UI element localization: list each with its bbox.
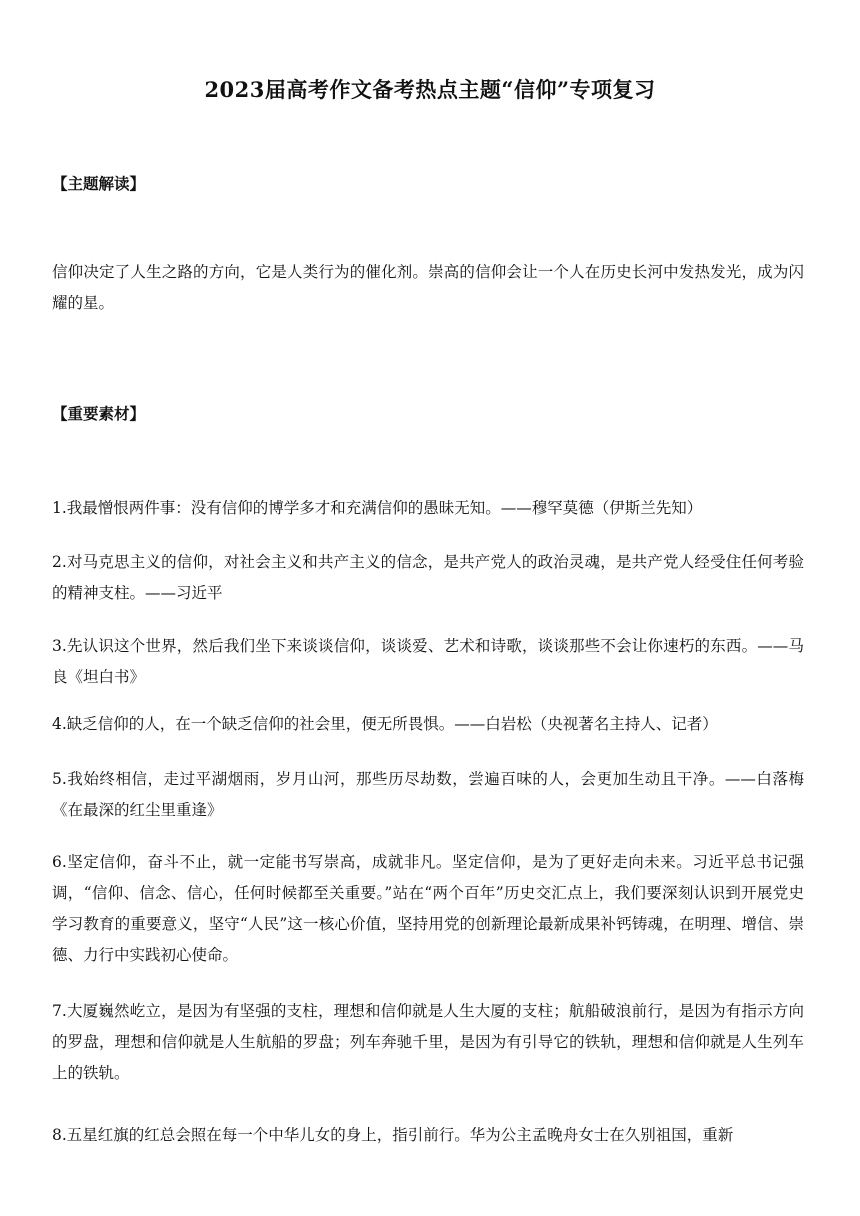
material-item-5: 5.我始终相信，走过平湖烟雨，岁月山河，那些历尽劫数，尝遍百味的人，会更加生动且干净。——白落梅《在最深的红尘里重逢》 [52, 770, 804, 819]
material-item-1: 1.我最憎恨两件事：没有信仰的博学多才和充满信仰的愚昧无知。——穆罕莫德（伊斯兰先知） [52, 499, 703, 517]
theme-paragraph: 信仰决定了人生之路的方向，它是人类行为的催化剂。崇高的信仰会让一个人在历史长河中发热发光，成为闪耀的星。 [52, 263, 804, 312]
material-item-7: 7.大厦巍然屹立，是因为有坚强的支柱，理想和信仰就是人生大厦的支柱；航船破浪前行，是因为有指示方向的罗盘，理想和信仰就是人生航船的罗盘；列车奔驰千里，是因为有引导它的铁轨，理想和信仰就是人生列车上的铁轨。 [52, 1002, 804, 1082]
section-heading-materials: 【重要素材】 [52, 404, 146, 423]
material-item-3: 3.先认识这个世界，然后我们坐下来谈谈信仰，谈谈爱、艺术和诗歌，谈谈那些不会让你速朽的东西。——马良《坦白书》 [52, 637, 804, 686]
material-item-4: 4.缺乏信仰的人，在一个缺乏信仰的社会里，便无所畏惧。——白岩松（央视著名主持人、记者） [52, 715, 718, 733]
material-item-8: 8.五星红旗的红总会照在每一个中华儿女的身上，指引前行。华为公主孟晚舟女士在久别祖国，重新 [52, 1126, 734, 1144]
material-item-2: 2.对马克思主义的信仰，对社会主义和共产主义的信念，是共产党人的政治灵魂，是共产党人经受住任何考验的精神支柱。——习近平 [52, 553, 804, 602]
section-heading-theme: 【主题解读】 [52, 174, 146, 193]
document-title: 2023届高考作文备考热点主题“信仰”专项复习 [204, 77, 656, 102]
material-item-6: 6.坚定信仰，奋斗不止，就一定能书写崇高，成就非凡。坚定信仰，是为了更好走向未来。习近平总书记强调，“信仰、信念、信心，任何时候都至关重要。”站在“两个百年”历史交汇点上，我们要深刻认识到开展党史学习教育的重要意义，坚守“人民”这一核心价值，坚持用党的创新理论最新成果补钙铸魂，在明理、增信、崇德、力行中实践初心使命。 [52, 853, 804, 964]
